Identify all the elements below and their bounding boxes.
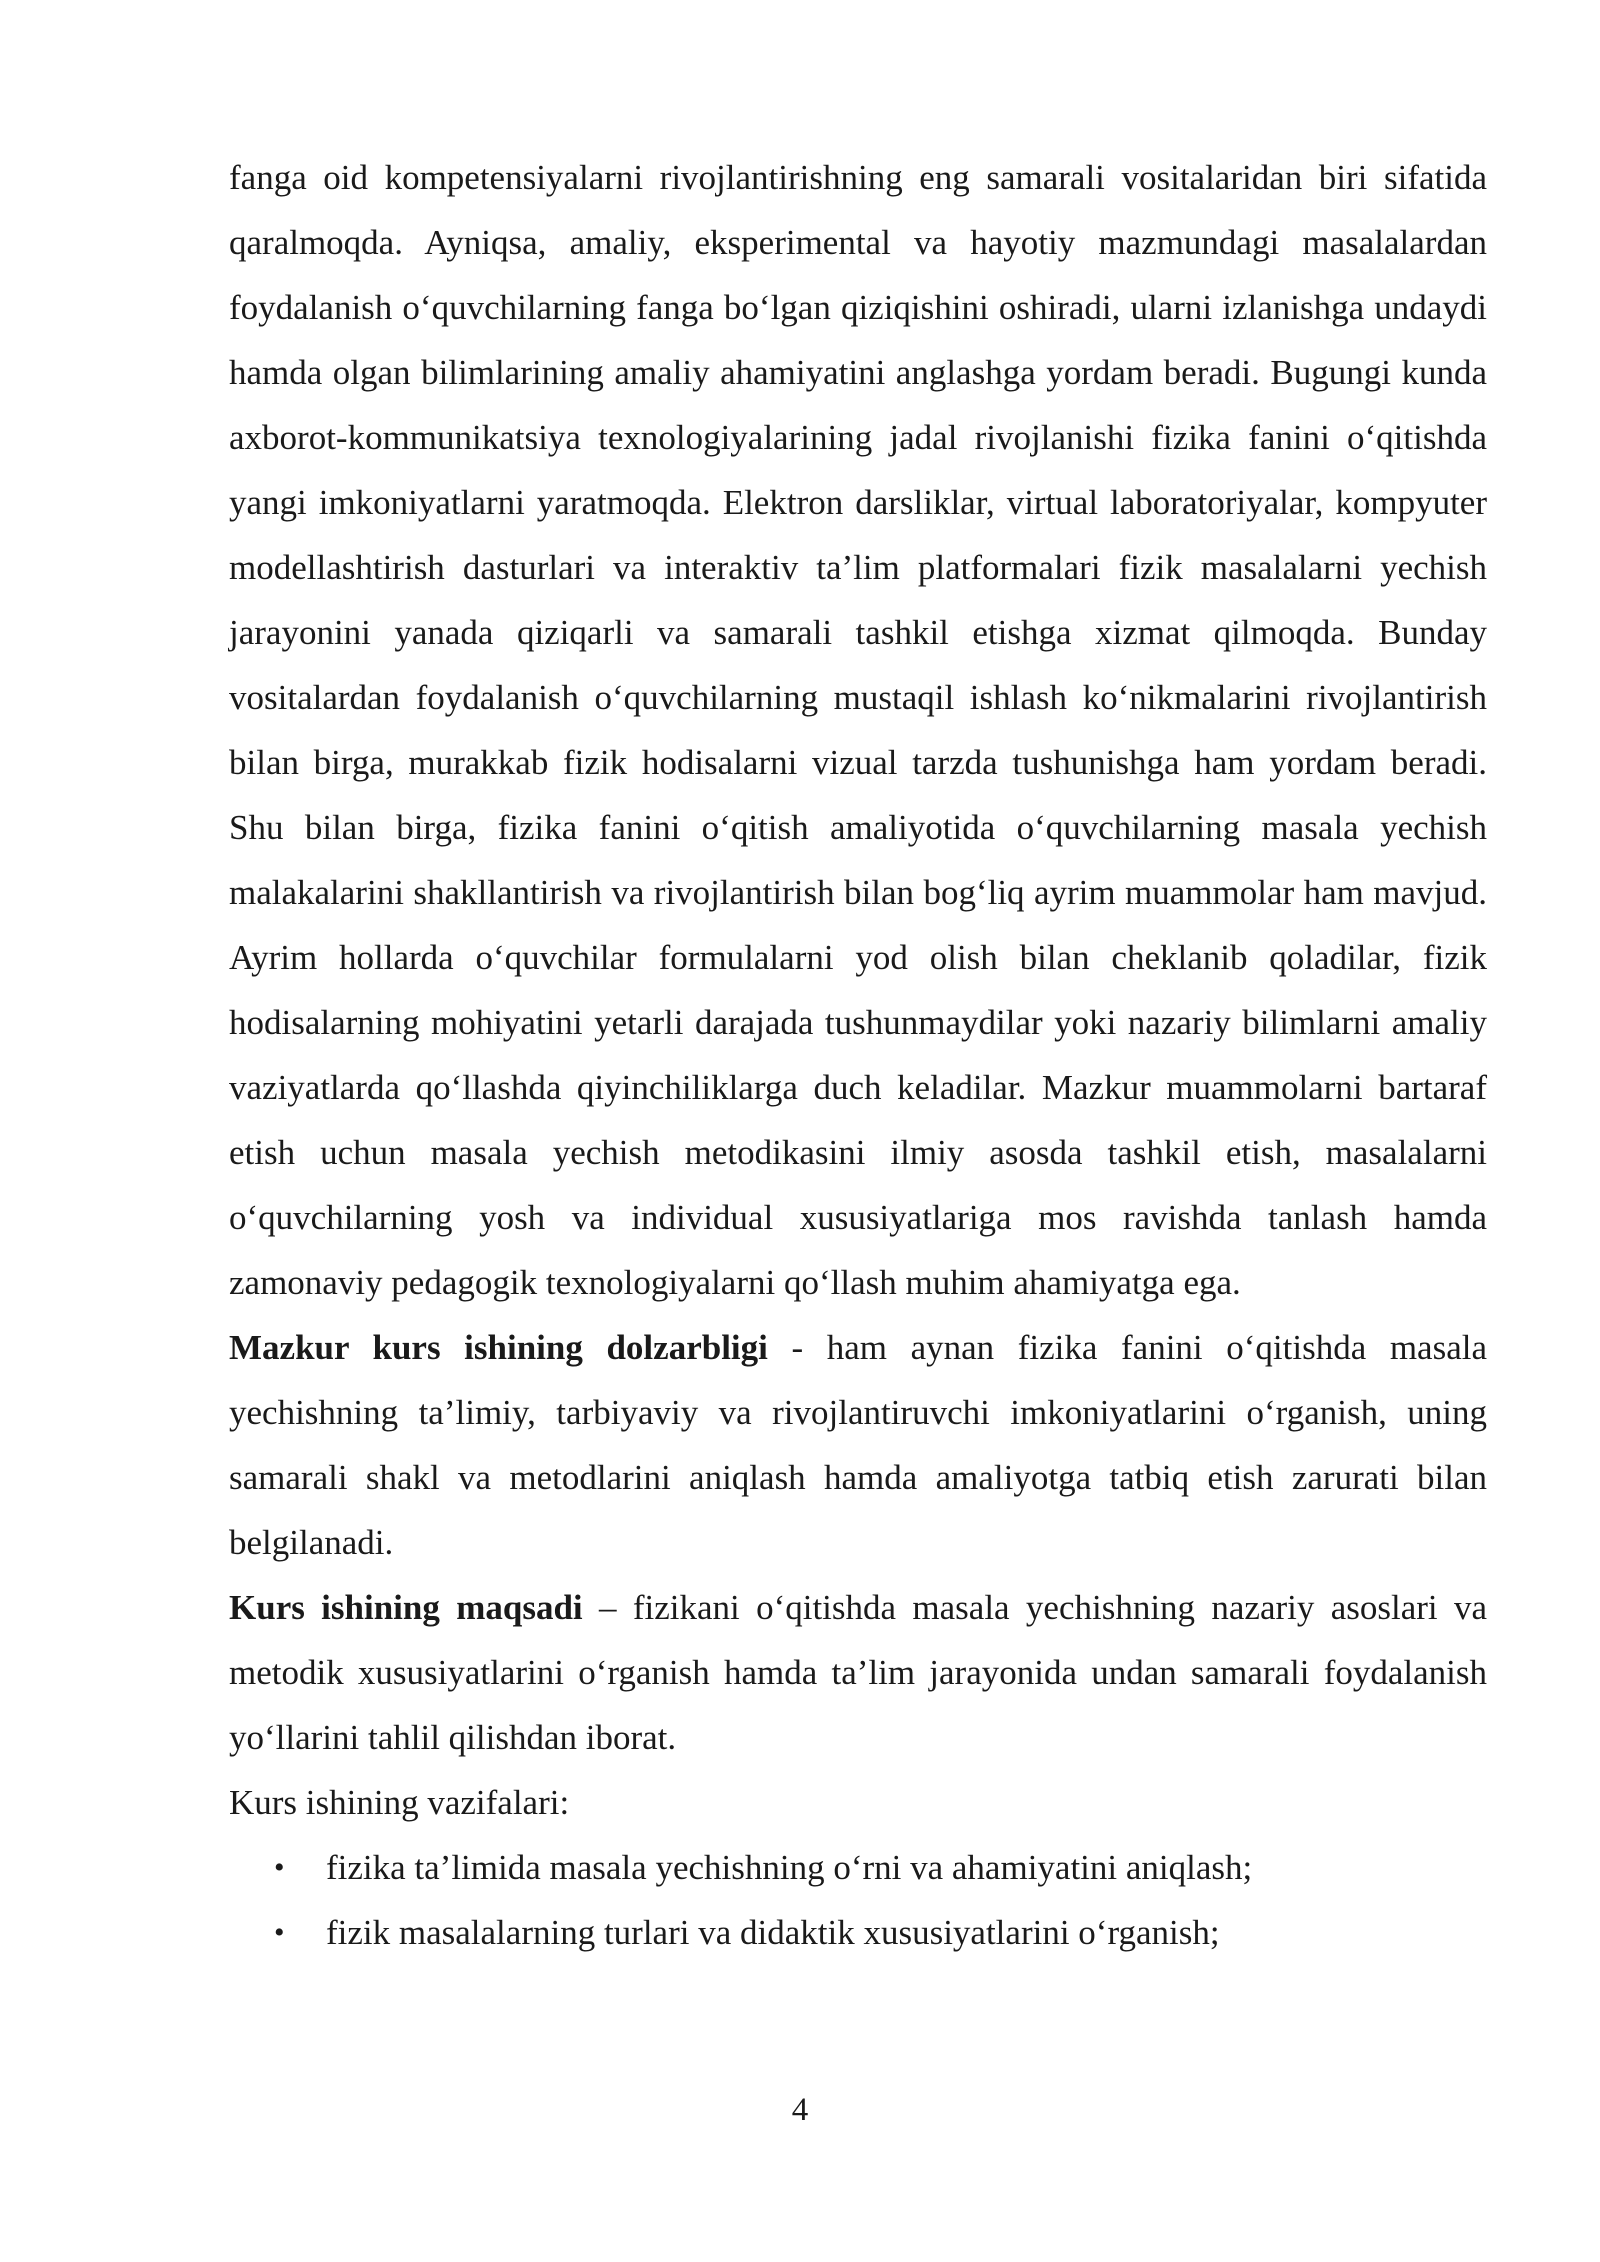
goal-text: – fizikani o‘qitishda masala yechishning nazariy asoslari va metodik xususiyatlarini o‘rganish hamda ta’lim jarayonida undan samarali foydalanish yo‘llarini tahlil qilishdan iborat. <box>229 1588 1488 1757</box>
goal-label: Kurs ishining maqsadi <box>229 1588 583 1627</box>
list-item <box>229 1900 1487 1965</box>
task-text: fizik masalalarning turlari va didaktik xususiyatlarini o‘rganish; <box>326 1913 1220 1952</box>
tasks-heading: Kurs ishining vazifalari: <box>229 1783 570 1822</box>
tasks-list <box>229 1835 1487 1965</box>
body-paragraph: fanga oid kompetensiyalarni rivojlantirishning eng samarali vositalaridan biri sifatida qaralmoqda. Ayniqsa, amaliy, eksperimental va hayotiy mazmundagi masalalardan foydalanish o‘quvchilarning fanga bo‘lgan qiziqishini oshiradi, ularni izlanishga undaydi hamda olgan bilimlarining amaliy ahamiyatini anglashga yordam beradi. Bugungi kunda axborot-kommunikatsiya texnologiyalarining jadal rivojlanishi fizika fanini o‘qitishda yangi imkoniyatlarni yaratmoqda. Elektron darsliklar, virtual laboratoriyalar, kompyuter modellashtirish dasturlari va interaktiv ta’lim platformalari fizik masalalarni yechish jarayonini yanada qiziqarli va samarali tashkil etishga xizmat qilmoqda. Bunday vositalardan foydalanish o‘quvchilarning mustaqil ishlash ko‘nikmalarini rivojlantirish bilan birga, murakkab fizik hodisalarni vizual tarzda tushunishga ham yordam beradi. Shu bilan birga, fizika fanini o‘qitish amaliyotida o‘quvchilarning masala yechish malakalarini shakllantirish va rivojlantirish bilan bog‘liq ayrim muammolar ham mavjud. Ayrim hollarda o‘quvchilar formulalarni yod olish bilan cheklanib qoladilar, fizik hodisalarning mohiyatini yetarli darajada tushunmaydilar yoki nazariy bilimlarni amaliy vaziyatlarda qo‘llashda qiyinchiliklarga duch keladilar. Mazkur muammolarni bartaraf etish uchun masala yechish metodikasini ilmiy asosda tashkil etish, masalalarni o‘quvchilarning yosh va individual xususiyatlariga mos ravishda tanlash hamda zamonaviy pedagogik texnologiyalarni qo‘llash muhim ahamiyatga ega. <box>229 158 1487 1302</box>
document-body <box>229 145 1487 1965</box>
relevance-label: Mazkur kurs ishining dolzarbligi <box>229 1328 768 1367</box>
relevance-text: - ham aynan fizika fanini o‘qitishda masala yechishning ta’limiy, tarbiyaviy va rivojlantiruvchi imkoniyatlarini o‘rganish, uning samarali shakl va metodlarini aniqlash hamda amaliyotga tatbiq etish zarurati bilan belgilanadi. <box>229 1328 1488 1562</box>
bullet-icon: • <box>274 1916 285 1949</box>
page-number: 4 <box>791 2092 809 2128</box>
goal-paragraph <box>229 1575 1487 1770</box>
list-item <box>229 1835 1487 1900</box>
task-text: fizika ta’limida masala yechishning o‘rni va ahamiyatini aniqlash; <box>326 1848 1253 1887</box>
relevance-paragraph <box>229 1315 1487 1575</box>
bullet-icon: • <box>274 1851 285 1884</box>
